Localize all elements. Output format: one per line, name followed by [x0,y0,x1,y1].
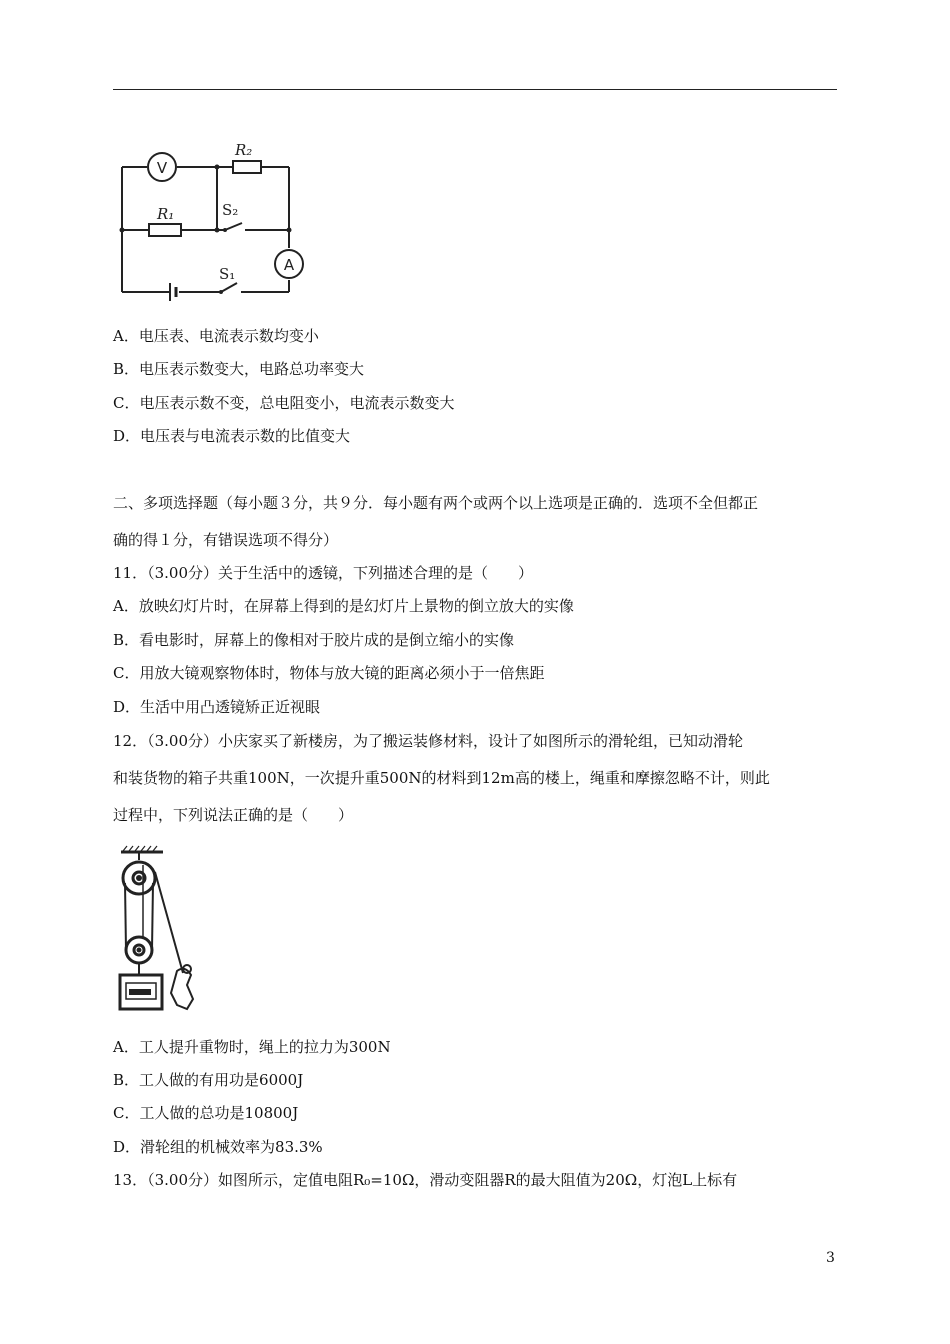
q13-stem: 13．（3.00分）如图所示，定值电阻R₀=10Ω，滑动变阻器R的最大阻值为20Ω，灯泡L上标有 [113,1171,738,1189]
q10-option-b: B．电压表示数变大，电路总功率变大 [113,360,365,378]
r2-label: R₂ [235,141,253,159]
q10-option-c: C．电压表示数不变，总电阻变小，电流表示数变大 [113,394,455,412]
q11-option-d: D．生活中用凸透镜矫正近视眼 [113,698,321,716]
q10-option-d: D．电压表与电流表示数的比值变大 [113,427,351,445]
q12-stem-line1: 12．（3.00分）小庆家买了新楼房，为了搬运装修材料，设计了如图所示的滑轮组，已知动滑轮 [113,732,743,750]
q12-stem-line3: 过程中，下列说法正确的是（ ） [113,806,354,824]
q11-stem: 11．（3.00分）关于生活中的透镜，下列描述合理的是（ ） [113,564,533,582]
circuit-diagram [113,135,313,305]
q12-stem-line2: 和装货物的箱子共重100N，一次提升重500N的材料到12m高的楼上，绳重和摩擦忽略不计，则此 [113,769,770,787]
r1-label: R₁ [157,205,175,223]
ammeter-label: A [283,256,295,274]
q12-option-b: B．工人做的有用功是6000J [113,1071,304,1089]
q11-option-b: B．看电影时，屏幕上的像相对于胶片成的是倒立缩小的实像 [113,631,515,649]
q11-option-a: A．放映幻灯片时，在屏幕上得到的是幻灯片上景物的倒立放大的实像 [113,597,574,615]
header-rule [113,89,837,90]
q12-option-d: D．滑轮组的机械效率为83.3% [113,1138,323,1156]
q12-option-a: A．工人提升重物时，绳上的拉力为300N [113,1038,391,1056]
section2-heading-line2: 确的得１分，有错误选项不得分） [113,531,339,549]
q10-option-a: A．电压表、电流表示数均变小 [113,327,319,345]
s1-label: S₁ [219,265,236,283]
page-number: 3 [826,1250,835,1266]
s2-label: S₂ [222,201,239,219]
q12-option-c: C．工人做的总功是10800J [113,1104,299,1122]
pulley-diagram [113,845,203,1020]
section2-heading-line1: 二、多项选择题（每小题３分，共９分．每小题有两个或两个以上选项是正确的．选项不全但都正 [113,494,759,512]
q11-option-c: C．用放大镜观察物体时，物体与放大镜的距离必须小于一倍焦距 [113,664,545,682]
voltmeter-label: V [156,159,168,177]
